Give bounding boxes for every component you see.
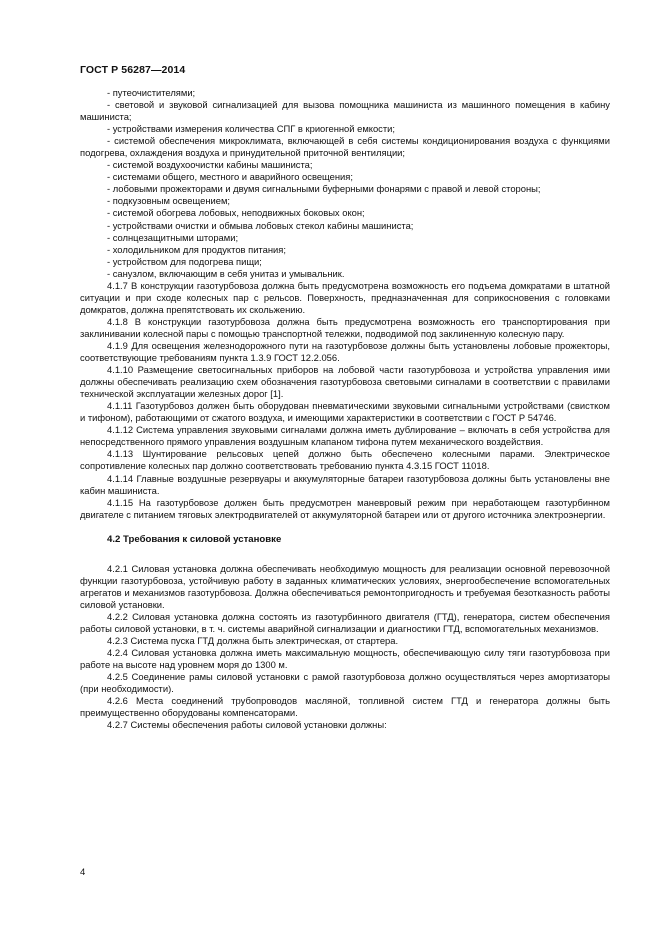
paragraph-4-2-5: 4.2.5 Соединение рамы силовой установки с рамой газотурбовоза должно осуществляться через амортизаторы (при необходимости). (80, 671, 610, 695)
page-number: 4 (80, 867, 86, 878)
paragraph-4-2-1: 4.2.1 Силовая установка должна обеспечивать необходимую мощность для реализации основной перевозочной функции газотурбовоза, устойчивую работу в заданных климатических условиях, энергообеспечение вспомогательных агрегатов и механизмов газотурбовоза. Должна обеспечиваться ремонтопригодность и требуемая безотказность работы силовой установки. (80, 562, 610, 610)
list-item: - системой обогрева лобовых, неподвижных боковых окон; (107, 207, 365, 219)
paragraph-4-1-10: 4.1.10 Размещение светосигнальных приборов на лобовой части газотурбовоза и устройства управления ими должны обеспечивать реализацию схем обозначения газотурбовоза световыми сигналами в соответствии с правилами технической эксплуатации железных дорог [1]. (80, 364, 610, 400)
list-item: - холодильником для продуктов питания; (107, 243, 286, 255)
paragraph-4-1-7: 4.1.7 В конструкции газотурбовоза должна быть предусмотрена возможность его подъема домкратами в штатной ситуации и при сходе колесных пар с рельсов. Поверхность, предназначенная для соприкосновения с головками домкратов, должна препятствовать их скольжению. (80, 279, 610, 315)
paragraph-4-2-4: 4.2.4 Силовая установка должна иметь максимальную мощность, обеспечивающую силу тяги газотурбовоза при работе на высоте над уровнем моря до 1300 м. (80, 647, 610, 671)
list-item: - системой обеспечения микроклимата, включающей в себя системы кондиционирования воздуха с функциями подогрева, охлаждения воздуха и принудительной приточной вентиляции; (80, 135, 610, 159)
paragraph-4-2-2: 4.2.2 Силовая установка должна состоять из газотурбинного двигателя (ГТД), генератора, систем обеспечения работы силовой установки, в т. ч. системы аварийной сигнализации и диагностики ГТД, вспомогательных механизмов. (80, 610, 610, 634)
list-item: - системами общего, местного и аварийного освещения; (107, 171, 353, 183)
paragraph-4-1-9: 4.1.9 Для освещения железнодорожного пути на газотурбовозе должны быть установлены лобовые прожекторы, соответствующие требованиям пункта 1.3.9 ГОСТ 12.2.056. (80, 339, 610, 364)
paragraph-4-1-8: 4.1.8 В конструкции газотурбовоза должна быть предусмотрена возможность его транспортирования при заклинивании колесной пары с помощью транспортной тележки, подводимой под заклиненную колесную пару. (80, 315, 610, 339)
list-item: - устройствами очистки и обмыва лобовых стекол кабины машиниста; (107, 219, 414, 231)
list-item: - путеочистителями; (107, 87, 196, 98)
list-item: - санузлом, включающим в себя унитаз и умывальник. (107, 267, 345, 279)
paragraph-4-1-12: 4.1.12 Система управления звуковыми сигналами должна иметь дублирование – включать в себя устройства для непосредственного прямого управления воздушным клапаном тифона путем механического воздействия. (80, 424, 610, 448)
list-item: - устройствами измерения количества СПГ в криогенной емкости; (107, 123, 396, 135)
paragraph-4-2-3: 4.2.3 Система пуска ГТД должна быть электрическая, от стартера. (107, 635, 399, 647)
paragraph-4-1-15: 4.1.15 На газотурбовозе должен быть предусмотрен маневровый режим при неработающем газотурбинном двигателе с питанием тяговых электродвигателей от аккумуляторной батареи или от другого источника электроэнергии. (80, 496, 610, 520)
paragraph-4-1-13: 4.1.13 Шунтирование рельсовых цепей должно быть обеспечено колесными парами. Электрическое сопротивление колесных пар должно соответствовать требованию пункта 4.3.15 ГОСТ 11018. (80, 448, 610, 472)
list-item: - устройством для подогрева пищи; (107, 255, 262, 267)
paragraph-4-2-7: 4.2.7 Системы обеспечения работы силовой установки должны: (107, 719, 387, 731)
list-item: - лобовыми прожекторами и двумя сигнальными буферными фонарями с правой и левой стороны; (107, 183, 541, 195)
list-item: - системой воздухоочистки кабины машиниста; (107, 159, 313, 171)
list-item: - световой и звуковой сигнализацией для вызова помощника машиниста из машинного помещения в кабину машиниста; (80, 99, 610, 123)
list-item: - подкузовным освещением; (107, 195, 231, 207)
standard-header: ГОСТ Р 56287—2014 (80, 64, 186, 76)
paragraph-4-2-6: 4.2.6 Места соединений трубопроводов масляной, топливной систем ГТД и генератора должны быть преимущественно оборудованы компенсаторами. (80, 695, 610, 719)
list-item: - солнцезащитными шторами; (107, 231, 239, 243)
document-body (80, 87, 610, 731)
section-heading-4-2: 4.2 Требования к силовой установке (107, 533, 282, 545)
paragraph-4-1-11: 4.1.11 Газотурбовоз должен быть оборудован пневматическими звуковыми сигнальными устройствами (свистком и тифоном), работающими от сжатого воздуха, и имеющими характеристики в соответствии с ГОСТ Р 54746. (80, 400, 610, 424)
paragraph-4-1-14: 4.1.14 Главные воздушные резервуары и аккумуляторные батареи газотурбовоза должны быть установлены вне кабин машиниста. (80, 472, 610, 496)
